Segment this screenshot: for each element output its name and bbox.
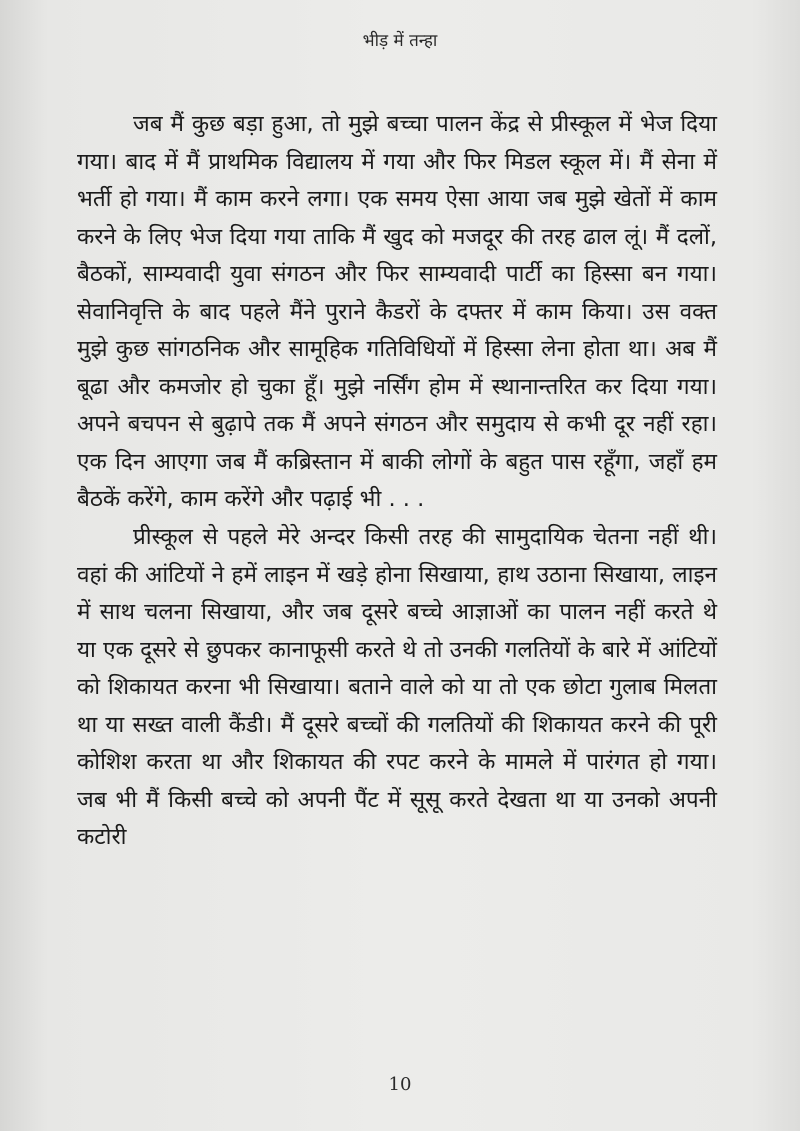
paragraph: प्रीस्कूल से पहले मेरे अन्दर किसी तरह की सामुदायिक चेतना नहीं थी। वहां की आंटियों ने हमें लाइन में खड़े होना सिखाया, हाथ उठाना सिखाया, लाइन में साथ चलना सिखाया, और जब दूसरे बच्चे आज्ञाओं का पालन नहीं करते थे या एक दूसरे से छुपकर कानाफूसी करते थे तो उनकी गलतियों के बारे में आंटियों को शिकायत करना भी सिखाया। बताने वाले को या तो एक छोटा गुलाब मिलता था या सख्त वाली कैंडी। मैं दूसरे बच्चों की गलतियों की शिकायत करने की पूरी कोशिश करता था और शिकायत की रपट करने के मामले में पारंगत हो गया। जब भी मैं किसी बच्चे को अपनी पैंट में सूसू करते देखता था या उनको अपनी कटोरी [77, 524, 717, 851]
running-title: भीड़ में तन्हा [362, 31, 438, 51]
paragraph: जब मैं कुछ बड़ा हुआ, तो मुझे बच्चा पालन केंद्र से प्रीस्कूल में भेज दिया गया। बाद में मैं प्राथमिक विद्यालय में गया और फिर मिडल स्कूल में। मैं सेना में भर्ती हो गया। मैं काम करने लगा। एक समय ऐसा आया जब मुझे खेतों में काम करने के लिए भेज दिया गया ताकि मैं खुद को मजदूर की तरह ढाल लूं। मैं दलों, बैठकों, साम्यवादी युवा संगठन और फिर साम्यवादी पार्टी का हिस्सा बन गया। सेवानिवृत्ति के बाद पहले मैंने पुराने कैडरों के दफ्तर में काम किया। उस वक्त मुझे कुछ सांगठनिक और सामूहिक गतिविधियों में हिस्सा लेना होता था। अब मैं बूढा और कमजोर हो चुका हूँ। मुझे नर्सिंग होम में स्थानान्तरित कर दिया गया। अपने बचपन से बुढ़ापे तक मैं अपने संगठन और समुदाय से कभी दूर नहीं रहा। एक दिन आएगा जब मैं कब्रिस्तान में बाकी लोगों के बहुत पास रहूँगा, जहाँ हम बैठकें करेंगे, काम करेंगे और पढ़ाई भी . . . [77, 111, 717, 513]
page-number: 10 [388, 1074, 412, 1095]
page-body [77, 106, 717, 857]
